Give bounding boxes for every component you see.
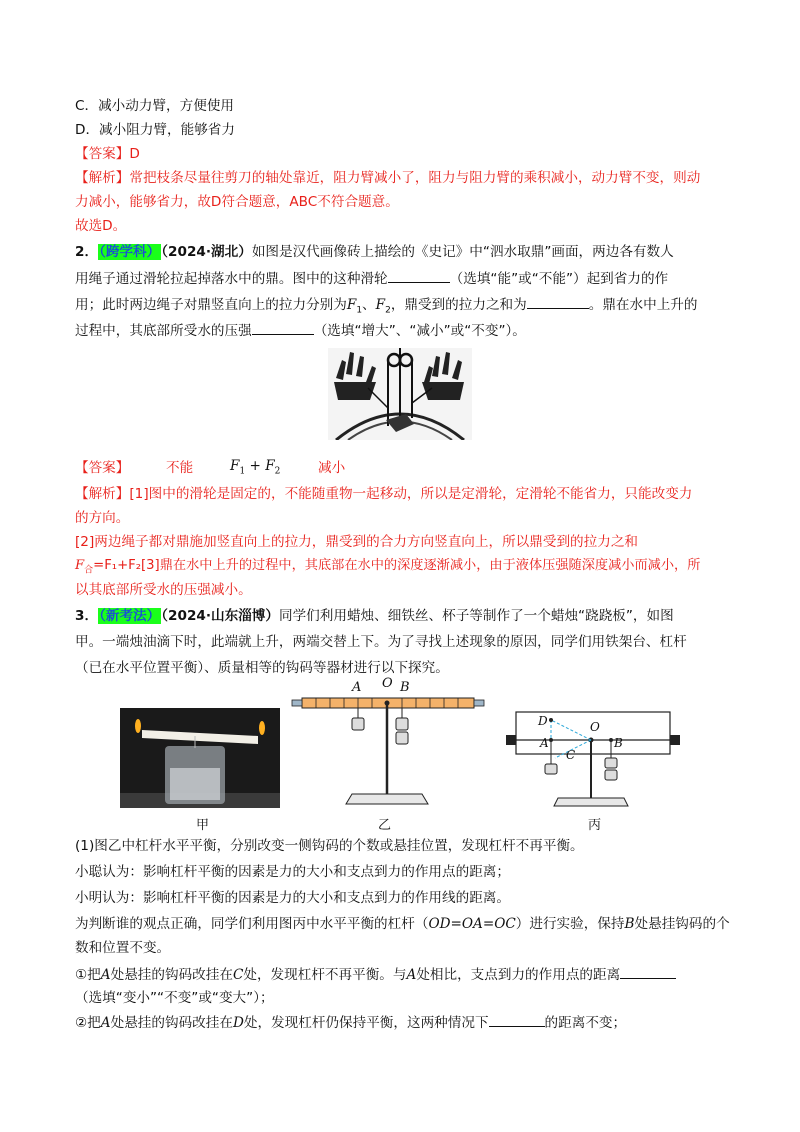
q2-stem-line-1	[75, 242, 674, 262]
stem-text: ①把	[75, 967, 101, 983]
point-o-label-bing: O	[590, 720, 600, 734]
q1-conclusion: 故选D。	[75, 218, 127, 234]
stem-text: 的距离不变；	[544, 1015, 627, 1031]
analysis-label: 【解析】	[75, 486, 130, 502]
q2-answer-1: 不能	[166, 460, 194, 476]
figure-label-yi: 乙	[378, 818, 392, 833]
question-source: （2024·湖北）	[161, 244, 252, 260]
q3-experiment-line-2: 数和位置不变。	[75, 940, 171, 956]
category-tag: （跨学科）	[99, 244, 161, 260]
question-number: 3．	[75, 608, 99, 624]
option-d: D．减小阻力臂，能够省力	[75, 122, 235, 138]
f1-subscript: 1	[356, 305, 363, 316]
q2-analysis-line-5: 以其底部所受水的压强减小。	[75, 582, 252, 598]
f-subscript: 合	[84, 565, 94, 576]
stem-text: 用绳子通过滑轮拉起掉落水中的鼎。图中的这种滑轮	[75, 271, 388, 287]
f2-subscript: 2	[274, 466, 281, 477]
q2-stem-line-3	[75, 294, 698, 321]
point-a-label-bing: A	[540, 736, 549, 750]
q2-answer-label: 【答案】	[75, 460, 130, 476]
question-source: （2024·山东淄博）	[161, 608, 279, 624]
f1-subscript: 1	[239, 466, 246, 477]
q3-step1-line	[75, 964, 676, 985]
answer-blank[interactable]	[527, 294, 589, 309]
stem-text: （选填“能”或“不能”）起到省力的作	[449, 271, 669, 287]
q2-analysis-line-2: 的方向。	[75, 510, 130, 526]
separator: 、	[362, 297, 376, 313]
q2-analysis-line-4	[75, 556, 700, 581]
stem-text: 过程中，其底部所受水的压强	[75, 323, 252, 339]
candle-seesaw-photo	[120, 708, 280, 808]
answer-blank[interactable]	[489, 1012, 545, 1027]
answer-value: D	[129, 146, 140, 162]
answer-blank[interactable]	[252, 320, 314, 335]
q2-answer-2	[230, 456, 280, 482]
figure-label-jia: 甲	[196, 818, 210, 833]
q2-analysis-line-3: [2]两边绳子都对鼎施加竖直向上的拉力，鼎受到的合力方向竖直向上，所以鼎受到的拉力之和	[75, 534, 639, 550]
q2-stem-line-4	[75, 320, 526, 341]
stem-text: ，鼎受到的拉力之和为	[390, 297, 527, 313]
q3-stem-line-3: （已在水平位置平衡）、质量相等的钩码等器材进行以下探究。	[75, 660, 449, 676]
q1-answer	[75, 144, 140, 164]
q2-analysis-line-1	[75, 484, 692, 504]
lever-stand-figure-yi	[290, 682, 490, 810]
point-b-label-yi: B	[400, 680, 410, 695]
point-b-label-bing: B	[614, 736, 623, 750]
stem-text: 处悬挂钩码的个	[634, 916, 730, 932]
equal-arms-condition: OD=OA=OC	[428, 916, 516, 932]
stem-text: ）进行实验，保持	[515, 916, 625, 932]
stem-text: 。鼎在水中上升的	[588, 297, 698, 313]
answer-blank[interactable]	[388, 268, 450, 283]
stem-text: 用；此时两边绳子对鼎竖直向上的拉力分别为	[75, 297, 347, 313]
point-a-label-yi: A	[352, 680, 362, 695]
f1-symbol: F	[230, 458, 240, 474]
analysis-text: [1]图中的滑轮是固定的，不能随重物一起移动，所以是定滑轮，定滑轮不能省力，只能改变力	[129, 486, 693, 502]
stem-text: 同学们利用蜡烛、细铁丝、杯子等制作了一个蜡烛“跷跷板”，如图	[279, 608, 674, 624]
q1-analysis-line-1	[75, 168, 700, 188]
analysis-text: =F₁+F₂[3]鼎在水中上升的过程中，其底部在水中的深度逐渐减小，由于液体压强随深度减小而减小，所	[93, 558, 701, 573]
f2-symbol: F	[375, 297, 386, 313]
figure-label-bing: 丙	[588, 818, 602, 833]
point-a-ref: A	[406, 967, 417, 983]
f2-symbol: F	[265, 458, 275, 474]
q3-experiment-line	[75, 914, 730, 934]
point-o-label-yi: O	[382, 676, 393, 691]
point-b-ref: B	[624, 916, 635, 932]
q2-answer-3: 减小	[318, 460, 346, 476]
option-c: C．减小动力臂，方便使用	[75, 98, 235, 114]
q3-xiaoming-view: 小明认为：影响杠杆平衡的因素是力的大小和支点到力的作用线的距离。	[75, 890, 510, 906]
point-c-label-bing: C	[566, 748, 576, 762]
pulley-relief-image	[328, 348, 472, 440]
stem-text: 为判断谁的观点正确，同学们利用图丙中水平平衡的杠杆（	[75, 916, 429, 932]
analysis-text: 常把枝条尽量往剪刀的轴处靠近，阻力臂减小了，阻力与阻力臂的乘积减小，动力臂不变，则动	[129, 170, 701, 186]
stem-text: 处悬挂的钩码改挂在	[110, 1015, 233, 1031]
stem-text: 处悬挂的钩码改挂在	[110, 967, 233, 983]
stem-text: 如图是汉代画像砖上描绘的《史记》中“泗水取鼎”画面，两边各有数人	[251, 244, 674, 260]
f-symbol: F	[75, 558, 85, 573]
q1-analysis-line-2: 力减小，能够省力，故D符合题意，ABC不符合题意。	[75, 194, 399, 210]
q2-stem-line-2	[75, 268, 668, 289]
answer-label: 【答案】	[75, 146, 130, 162]
question-number: 2．	[75, 244, 99, 260]
category-tag: （新考法）	[99, 608, 161, 624]
stem-text: ②把	[75, 1015, 101, 1031]
point-a-ref: A	[100, 1015, 111, 1031]
stem-text: 处，发现杠杆仍保持平衡，这两种情况下	[243, 1015, 489, 1031]
q3-xiaocong-view: 小聪认为：影响杠杆平衡的因素是力的大小和支点到力的作用点的距离；	[75, 864, 510, 880]
plus-sign: +	[245, 458, 266, 474]
stem-text: 处相比，支点到力的作用点的距离	[416, 967, 621, 983]
analysis-label: 【解析】	[75, 170, 130, 186]
f1-symbol: F	[346, 297, 357, 313]
q3-stem-line-2: 甲。一端烛油滴下时，此端就上升，两端交替上下。为了寻找上述现象的原因，同学们用铁架台、杠杆	[75, 634, 687, 650]
q3-step1-hint: （选填“变小”“不变”或“变大”）；	[75, 990, 274, 1006]
q3-step2-line	[75, 1012, 626, 1033]
answer-blank[interactable]	[620, 964, 676, 979]
point-c-ref: C	[232, 967, 244, 983]
q3-stem-line-1	[75, 606, 674, 626]
stem-text: （选填“增大”、“减小”或“不变”）。	[313, 323, 526, 339]
point-a-ref: A	[100, 967, 111, 983]
point-d-label-bing: D	[538, 714, 548, 728]
point-d-ref: D	[232, 1015, 244, 1031]
q3-part1-line: (1)图乙中杠杆水平平衡，分别改变一侧钩码的个数或悬挂位置，发现杠杆不再平衡。	[75, 838, 584, 854]
stem-text: 处，发现杠杆不再平衡。与	[243, 967, 407, 983]
f2-subscript: 2	[385, 305, 391, 316]
